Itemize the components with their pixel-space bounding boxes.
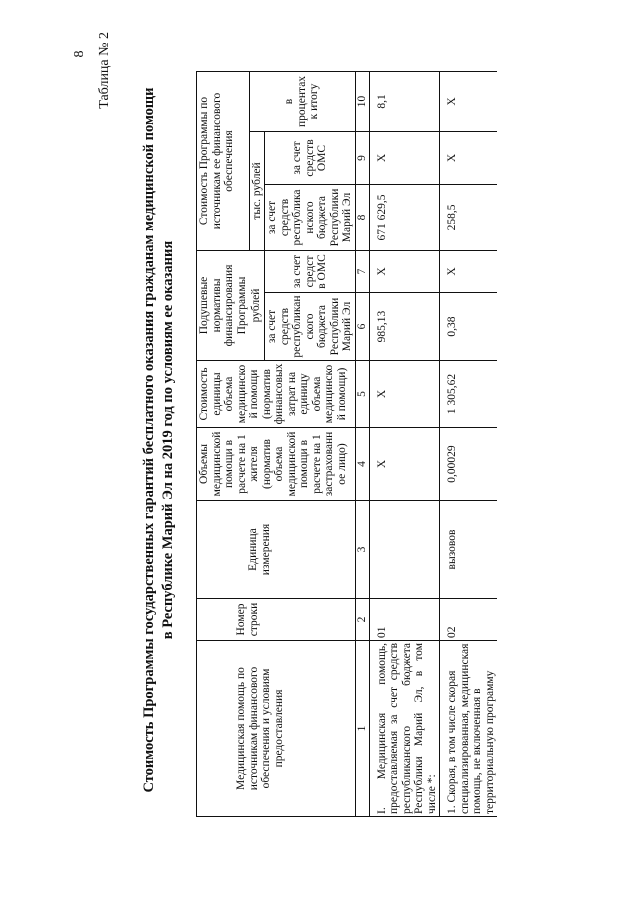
col-number: 6 [355,293,369,361]
header-col-7: за счет средств ОМС [265,250,356,292]
table-row [440,71,498,816]
col-number: 7 [355,250,369,292]
table-title [140,65,178,815]
header-col-6: за счет средств республиканского бюджета Республики Марий Эл [265,293,356,361]
row-volume: X [369,428,440,501]
col-number: 1 [355,641,369,817]
header-row-1 [197,71,250,816]
title-line-1: Стоимость Программы государственных гарантий бесплатного оказания гражданам медицинской помощи [141,87,157,793]
program-cost-table [196,71,497,817]
table-label: Таблица № 2 [97,32,112,109]
row-per-capita-oms: X [440,250,498,292]
column-number-row [355,71,369,816]
row-cost: X [369,361,440,428]
row-volume: 0,00029 [440,428,498,501]
title-line-2: в Республике Марий Эл на 2019 год по условиям ее оказания [160,240,176,640]
row-line-number: 01 [369,599,440,641]
col-number: 4 [355,428,369,501]
col-number: 2 [355,599,369,641]
header-col-5: Стоимость единицы объема медицинской помощи (норматив финансовых затрат на единицу объема медицинской помощи) [197,361,356,428]
row-unit [369,501,440,599]
header-per-capita-unit: рублей [249,250,265,360]
col-number: 3 [355,501,369,599]
header-program-cost: Стоимость Программы по источникам ее финансового обеспечения [197,71,250,250]
row-per-capita-oms: X [369,250,440,292]
row-cost: 1 305,62 [440,361,498,428]
header-col-8: за счет средств республиканского бюджета Республики Марий Эл [265,184,356,250]
row-per-capita-budget: 0,38 [440,293,498,361]
header-program-cost-unit: тыс. рублей [249,131,265,250]
page-number: 8 [72,50,87,58]
col-number: 5 [355,361,369,428]
col-number: 8 [355,184,369,250]
header-per-capita: Подушевые нормативы финансирования Программы [197,250,250,360]
col-number: 10 [355,71,369,131]
row-total-oms: X [369,131,440,184]
row-unit: вызовов [440,501,498,599]
header-col-2: Номер строки [197,599,356,641]
row-total-oms: X [440,131,498,184]
header-col-1: Медицинская помощь по источникам финансового обеспечения и условиям предоставления [197,641,356,817]
header-col-3: Единица измерения [197,501,356,599]
row-label: I. Медицинская помощь, предоставляемая за счет средств республиканского бюджета Республики Марий Эл, в том числе *: [369,641,440,817]
table-row [369,71,440,816]
header-col-10: в процентах к итогу [249,71,355,131]
row-percent: X [440,71,498,131]
col-number: 9 [355,131,369,184]
row-total-budget: 258,5 [440,184,498,250]
row-label: 1. Скорая, в том числе скорая специализированная, медицинская помощь, не включенная в территориальную программу [440,641,498,817]
row-per-capita-budget: 985,13 [369,293,440,361]
row-total-budget: 671 629,5 [369,184,440,250]
header-col-9: за счет средств ОМС [265,131,356,184]
header-col-4: Объемы медицинской помощи в расчете на 1 жителя (норматив объема медицинской помощи в расчете на 1 застрахованное лицо) [197,428,356,501]
row-percent: 8,1 [369,71,440,131]
row-line-number: 02 [440,599,498,641]
